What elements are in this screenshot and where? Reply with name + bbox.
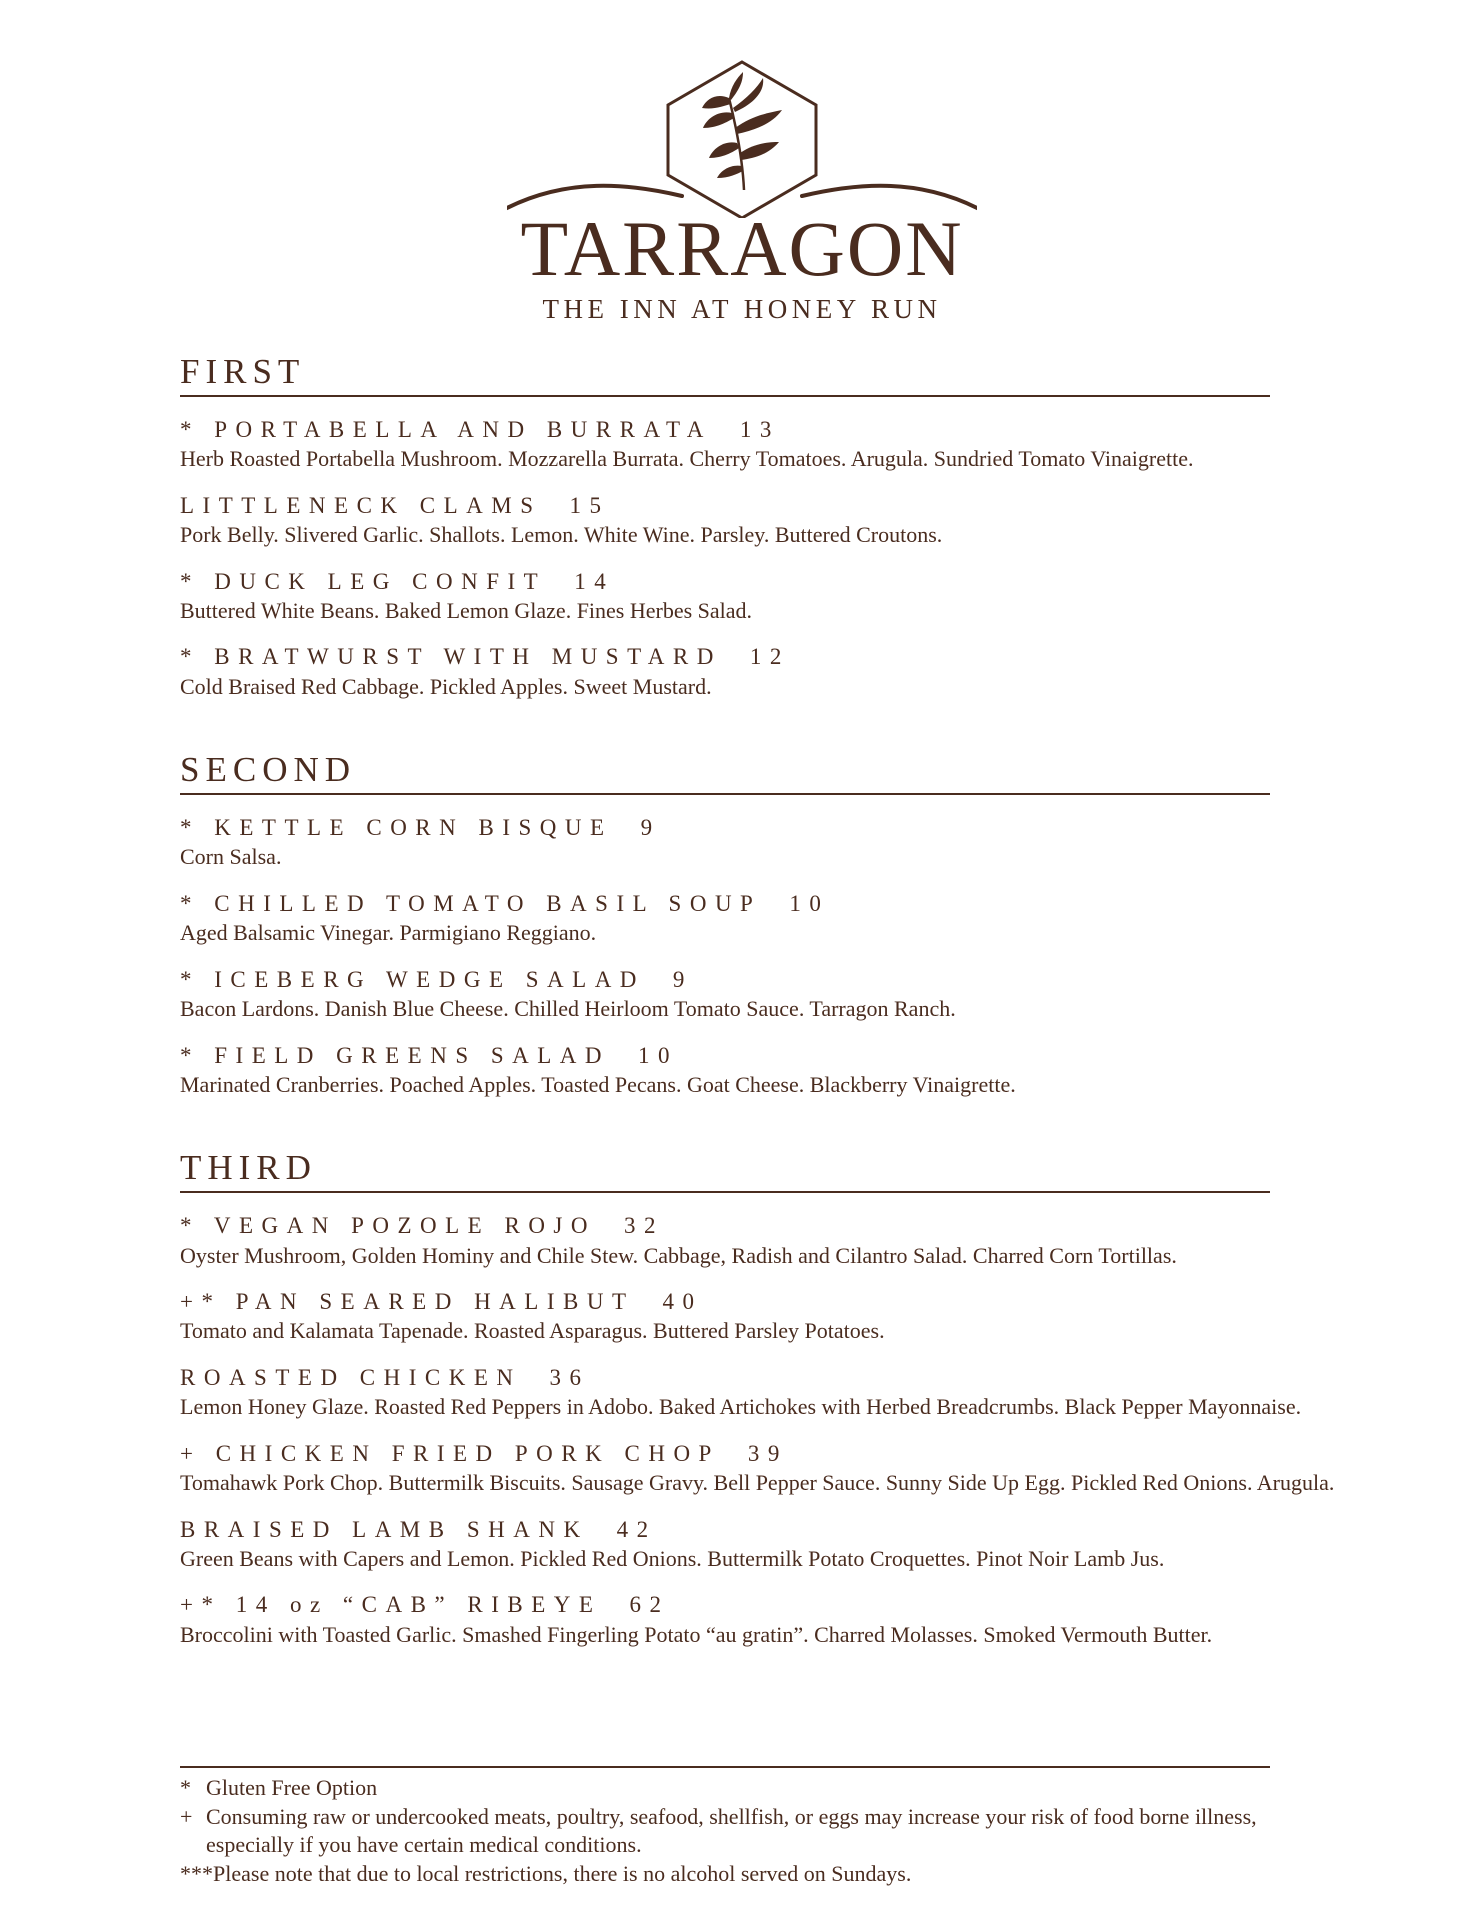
- item-name: * VEGAN POZOLE ROJO: [180, 1213, 596, 1239]
- item-name: * DUCK LEG CONFIT: [180, 568, 547, 594]
- menu-item: [180, 967, 1470, 1023]
- menu-item: [180, 1592, 1470, 1648]
- section-first: [180, 354, 1470, 700]
- menu-item: [180, 891, 1470, 947]
- item-name: +* 14 oz “CAB” RIBEYE: [180, 1592, 602, 1618]
- item-description: Tomato and Kalamata Tapenade. Roasted Asparagus. Buttered Parsley Potatoes.: [180, 1318, 885, 1344]
- item-price: 13: [739, 417, 780, 442]
- item-name: BRAISED LAMB SHANK: [180, 1516, 589, 1542]
- section-title: THIRD: [180, 1150, 1270, 1193]
- item-name: +* PAN SEARED HALIBUT: [180, 1289, 635, 1315]
- menu-item: [180, 815, 1470, 871]
- item-description: Aged Balsamic Vinegar. Parmigiano Reggiano.: [180, 920, 597, 946]
- item-name: * ICEBERG WEDGE SALAD: [180, 966, 645, 992]
- item-price: 32: [624, 1213, 664, 1239]
- item-price: 62: [629, 1592, 670, 1618]
- item-price: 9: [672, 966, 693, 992]
- item-description: Herb Roasted Portabella Mushroom. Mozzarella Burrata. Cherry Tomatoes. Arugula. Sundried Tomato Vinaigrette.: [180, 446, 1194, 472]
- item-price: 12: [749, 644, 790, 670]
- restaurant-name: TARRAGON: [520, 205, 964, 292]
- item-name: * FIELD GREENS SALAD: [180, 1042, 611, 1068]
- menu-item: [180, 569, 1470, 625]
- menu-item: [180, 1213, 1470, 1269]
- menu: [180, 354, 1470, 1648]
- item-description: Bacon Lardons. Danish Blue Cheese. Chilled Heirloom Tomato Sauce. Tarragon Ranch.: [180, 996, 956, 1022]
- menu-item: [180, 1517, 1470, 1573]
- tarragon-sprig-hexagon-icon: [507, 58, 977, 218]
- item-name: * KETTLE CORN BISQUE: [180, 815, 613, 841]
- item-price: 42: [616, 1516, 657, 1542]
- item-description: Pork Belly. Slivered Garlic. Shallots. Lemon. White Wine. Parsley. Buttered Croutons.: [180, 522, 943, 548]
- item-price: 15: [569, 492, 610, 518]
- section-third: [180, 1150, 1470, 1648]
- item-name: * BRATWURST WITH MUSTARD: [180, 644, 722, 670]
- item-price: 40: [662, 1289, 703, 1315]
- item-price: 9: [640, 815, 661, 841]
- footnote-symbol: *: [180, 1775, 191, 1800]
- item-description: Lemon Honey Glaze. Roasted Red Peppers in Adobo. Baked Artichokes with Herbed Breadcrumbs. Black Pepper Mayonnaise.: [180, 1394, 1302, 1420]
- item-price: 39: [747, 1440, 788, 1466]
- footnotes: [180, 1766, 1270, 1888]
- item-name: * CHILLED TOMATO BASIL SOUP: [180, 890, 762, 916]
- menu-item: [180, 1365, 1470, 1421]
- section-second: [180, 752, 1470, 1098]
- section-title: SECOND: [180, 752, 1270, 795]
- item-price: 10: [789, 890, 830, 916]
- item-name: ROASTED CHICKEN: [180, 1364, 522, 1390]
- item-description: Oyster Mushroom, Golden Hominy and Chile Stew. Cabbage, Radish and Cilantro Salad. Charred Corn Tortillas.: [180, 1242, 1177, 1268]
- item-description: Cold Braised Red Cabbage. Pickled Apples. Sweet Mustard.: [180, 673, 712, 699]
- item-price: 10: [638, 1042, 679, 1068]
- footnote-alcohol: ***Please note that due to local restrictions, there is no alcohol served on Sundays.: [180, 1860, 912, 1886]
- footnote-text: Gluten Free Option: [206, 1775, 378, 1800]
- menu-item: [180, 417, 1470, 473]
- menu-item: [180, 1441, 1470, 1497]
- footnote-raw-warning: [180, 1803, 1270, 1860]
- item-name: * PORTABELLA AND BURRATA: [180, 417, 712, 442]
- item-description: Green Beans with Capers and Lemon. Pickled Red Onions. Buttermilk Potato Croquettes. Pinot Noir Lamb Jus.: [180, 1545, 1165, 1571]
- restaurant-logo: [0, 58, 1484, 325]
- item-description: Tomahawk Pork Chop. Buttermilk Biscuits. Sausage Gravy. Bell Pepper Sauce. Sunny Side Up Egg. Pickled Red Onions. Arugula.: [180, 1470, 1335, 1496]
- footnote-text: Consuming raw or undercooked meats, poultry, seafood, shellfish, or eggs may increase your risk of food borne illness, especially if you have certain medical conditions.: [206, 1803, 1257, 1858]
- item-name: + CHICKEN FRIED PORK CHOP: [180, 1440, 720, 1466]
- item-price: 36: [549, 1364, 590, 1390]
- item-description: Broccolini with Toasted Garlic. Smashed Fingerling Potato “au gratin”. Charred Molasses. Smoked Vermouth Butter.: [180, 1621, 1213, 1647]
- menu-item: [180, 644, 1470, 700]
- item-description: Buttered White Beans. Baked Lemon Glaze. Fines Herbes Salad.: [180, 597, 753, 623]
- menu-item: [180, 493, 1470, 549]
- item-description: Corn Salsa.: [180, 844, 282, 870]
- footnote-gluten-free: [180, 1774, 1270, 1803]
- section-title: FIRST: [180, 354, 1270, 397]
- item-name: LITTLENECK CLAMS: [180, 492, 542, 518]
- item-price: 14: [574, 568, 615, 594]
- menu-item: [180, 1043, 1470, 1099]
- footnote-symbol: +: [180, 1803, 193, 1829]
- menu-item: [180, 1289, 1470, 1345]
- item-description: Marinated Cranberries. Poached Apples. Toasted Pecans. Goat Cheese. Blackberry Vinaigrette.: [180, 1071, 1016, 1097]
- restaurant-subtitle: THE INN AT HONEY RUN: [542, 294, 942, 324]
